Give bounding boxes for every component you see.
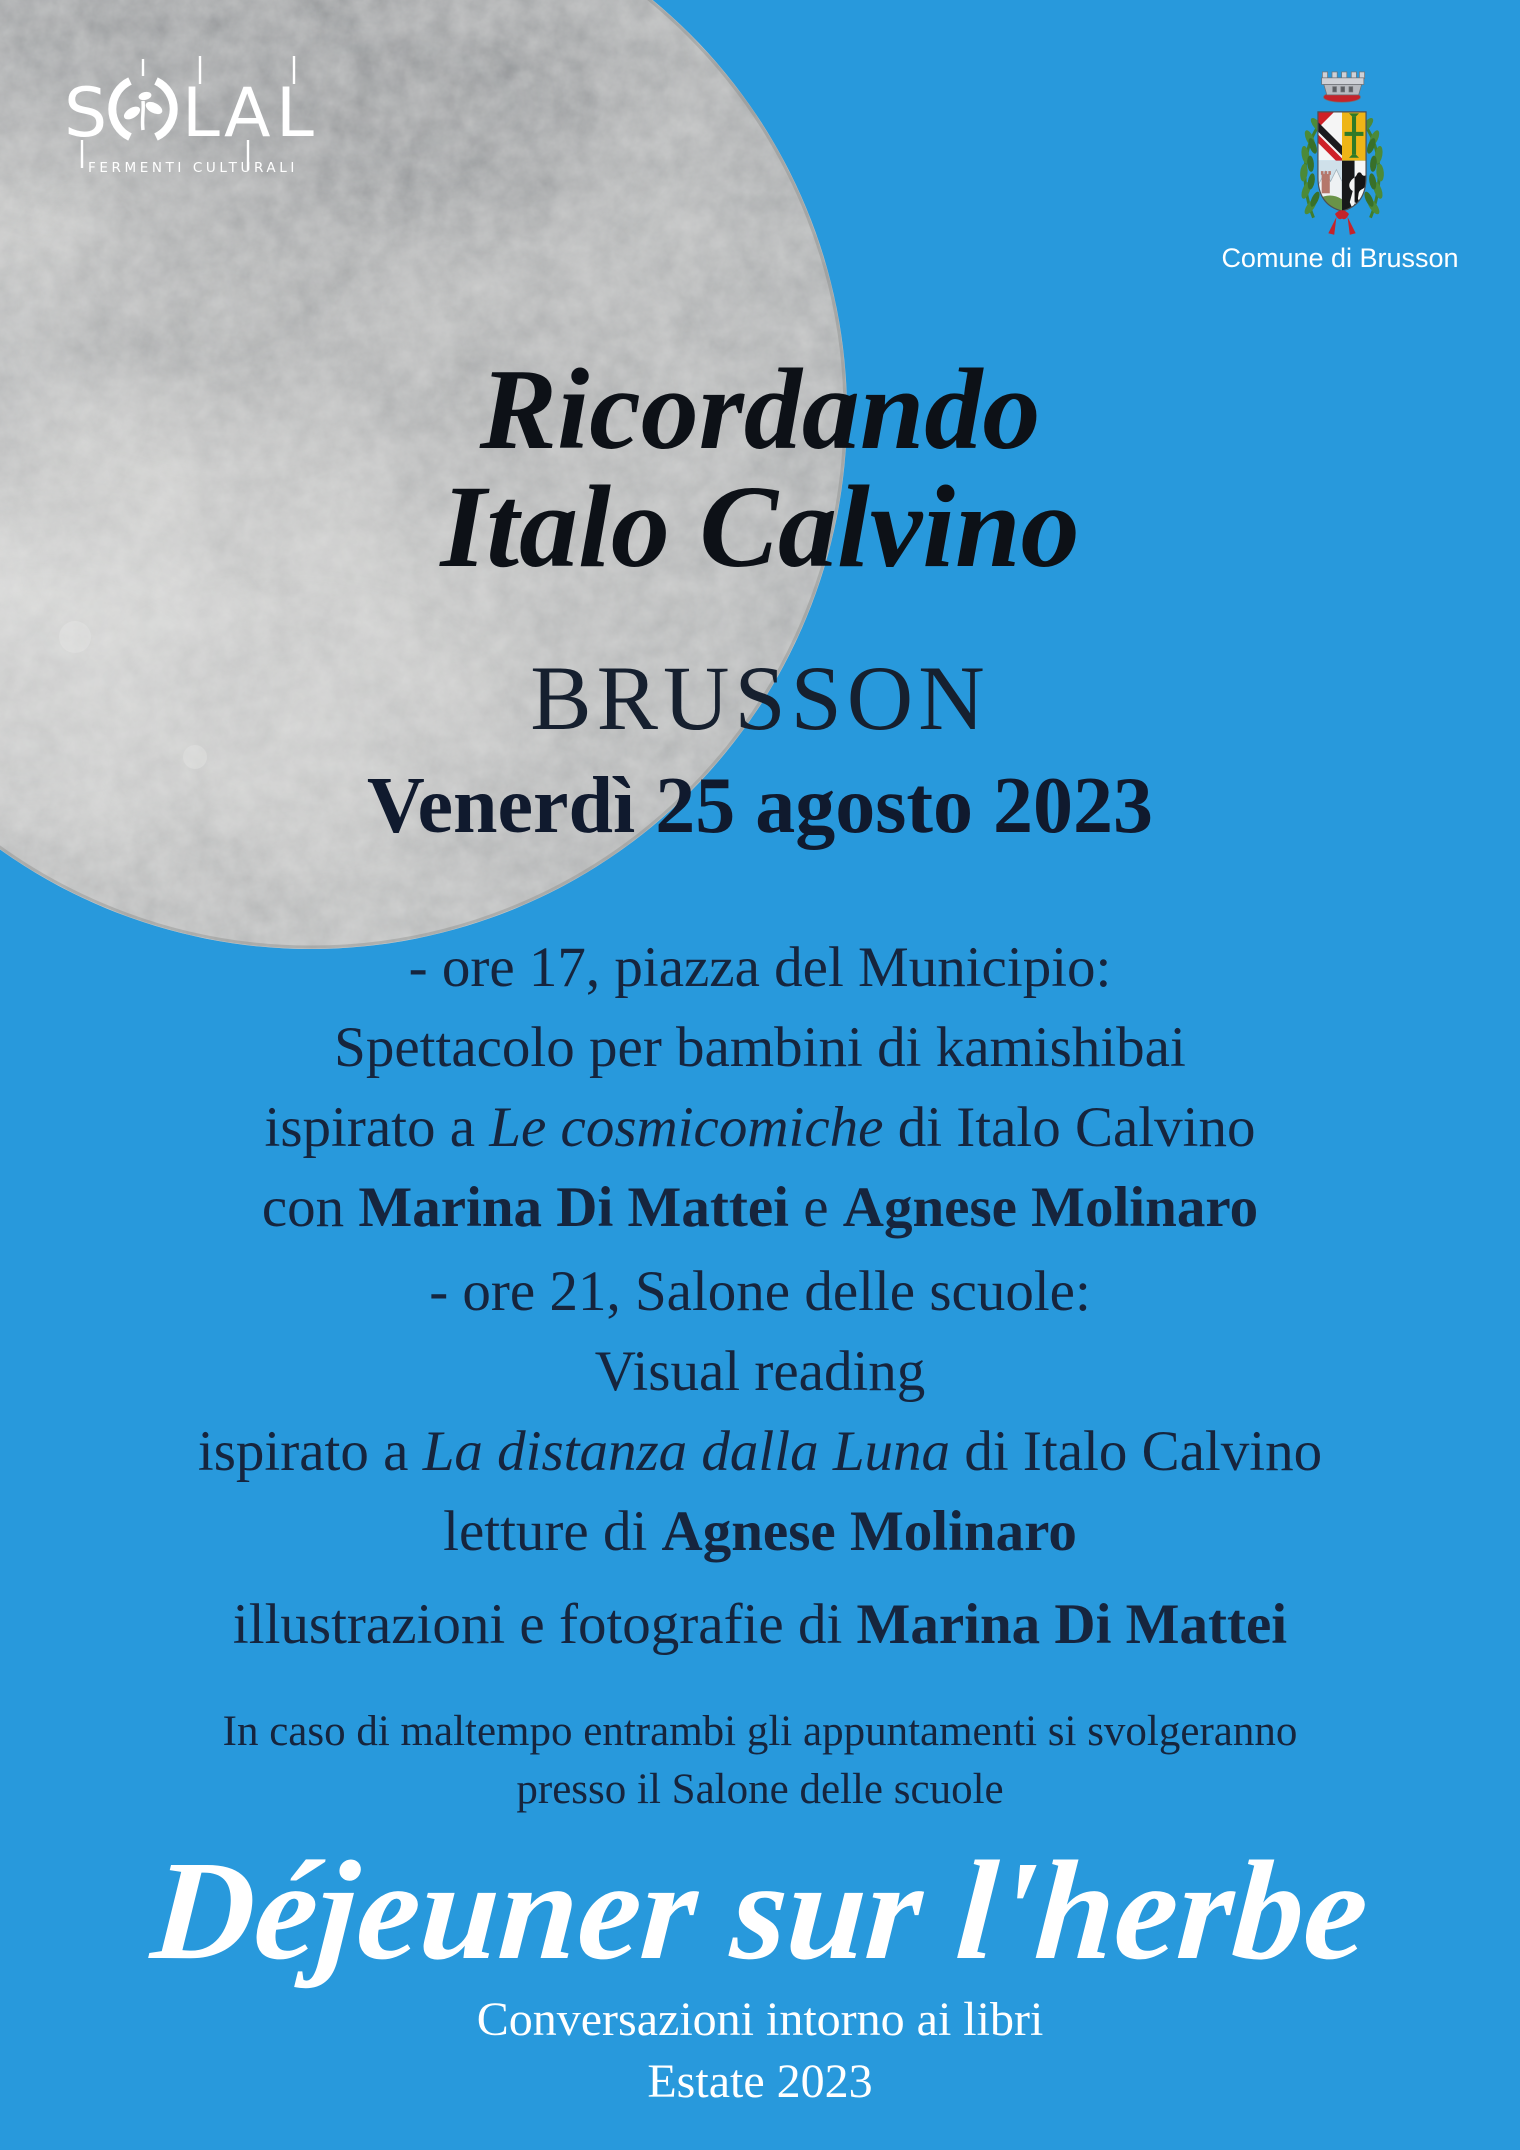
performer-name: Agnese Molinaro — [661, 1500, 1077, 1563]
logo-tagline: FERMENTI CULTURALI — [88, 160, 298, 176]
book-title: Le cosmicomiche — [489, 1096, 884, 1159]
ribbon-bow — [1328, 210, 1355, 234]
logo-letter-l2: L — [276, 74, 314, 153]
location-name: BRUSSON — [530, 647, 990, 749]
event2-illustrations: illustrazioni e fotografie di Marina Di Mattei — [232, 1593, 1288, 1656]
logo-letter-l1: L — [182, 74, 220, 153]
event2-inspiration: ispirato a La distanza dalla Luna di Italo Calvino — [197, 1420, 1323, 1483]
poster-title-line2: Italo Calvino — [440, 461, 1080, 592]
performer-name: Marina Di Mattei — [358, 1176, 789, 1239]
event2-description: Visual reading — [594, 1340, 926, 1403]
poster-title-line1: Ricordando — [479, 346, 1041, 474]
event2-heading: - ore 21, Salone delle scuole: — [429, 1260, 1091, 1323]
weather-note-line2: presso il Salone delle scuole — [516, 1766, 1004, 1813]
series-subtitle: Conversazioni intorno ai libri — [476, 1993, 1044, 2046]
event1-performers: con Marina Di Mattei e Agnese Molinaro — [261, 1176, 1259, 1239]
logo-letter-a: A — [224, 74, 271, 153]
event1-description: Spettacolo per bambini di kamishibai — [334, 1016, 1186, 1079]
event2-reader: letture di Agnese Molinaro — [443, 1500, 1077, 1563]
performer-name: Marina Di Mattei — [856, 1593, 1288, 1656]
logo-letter-s: S — [64, 74, 108, 153]
performer-name: Agnese Molinaro — [842, 1176, 1259, 1239]
book-title: La distanza dalla Luna — [422, 1420, 951, 1483]
weather-note-line1: In caso di maltempo entrambi gli appuntamenti si svolgeranno — [222, 1708, 1298, 1755]
event1-heading: - ore 17, piazza del Municipio: — [408, 936, 1112, 999]
sprout-o-icon — [112, 81, 173, 137]
series-edition: Estate 2023 — [647, 2055, 873, 2108]
weather-note — [0, 1703, 1520, 1819]
mural-crown — [1322, 72, 1365, 102]
solal-logo — [58, 56, 328, 181]
shield — [1314, 112, 1369, 213]
event1-block — [0, 928, 1520, 1248]
event1-inspiration: ispirato a Le cosmicomiche di Italo Calvino — [264, 1096, 1256, 1159]
event-date: Venerdì 25 agosto 2023 — [367, 762, 1153, 850]
event2-block — [0, 1252, 1520, 1572]
series-title: Déjeuner sur l'herbe — [147, 1831, 1374, 1989]
municipality-caption: Comune di Brusson — [1221, 243, 1459, 273]
brusson-coat-of-arms — [1288, 66, 1396, 251]
